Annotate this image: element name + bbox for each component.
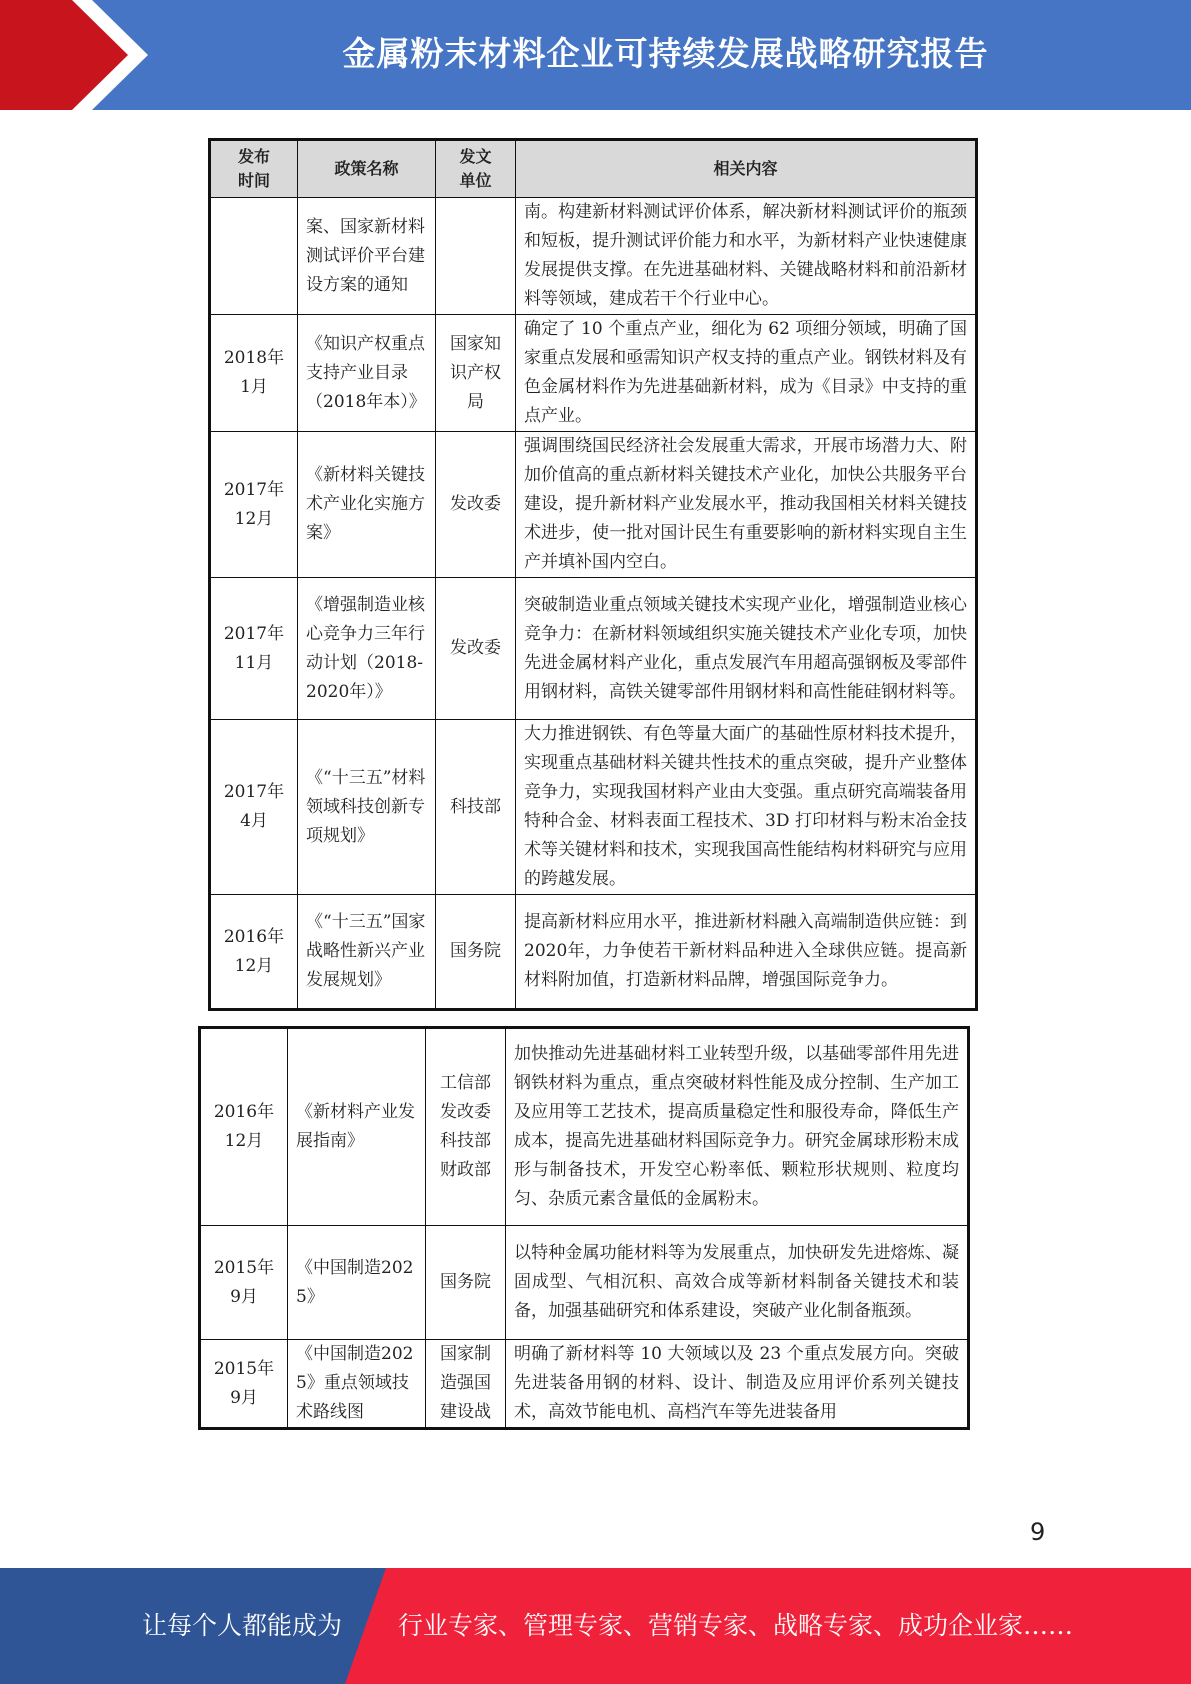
report-title: 金属粉末材料企业可持续发展战略研究报告 [342,34,989,73]
cell-content: 大力推进钢铁、有色等量大面广的基础性原材料技术提升，实现重点基础材料关键共性技术的重点突破，提升产业整体竞争力，实现我国材料产业由大变强。重点研究高端装备用特种合金、材料表面工程技术、3D 打印材料与粉末冶金技术等关键材料和技术，实现我国高性能结构材料研究与应用的跨越发展。 [516,720,977,895]
cell-date: 2016年12月 [210,895,298,1010]
cell-date: 2018年1月 [210,315,298,432]
cell-issuer: 国家制造强国建设战 [426,1340,506,1429]
cell-issuer: 国务院 [436,895,516,1010]
cell-content: 提高新材料应用水平，推进新材料融入高端制造供应链：到2020年，力争使若干新材料品种进入全球供应链。提高新材料附加值，打造新材料品牌，增强国际竞争力。 [516,895,977,1010]
table-row [200,1028,969,1226]
table-row [210,578,977,720]
cell-policy-name: 《知识产权重点支持产业目录（2018年本）》 [298,315,436,432]
cell-content: 明确了新材料等 10 大领域以及 23 个重点发展方向。突破先进装备用钢的材料、设计、制造及应用评价系列关键技术，高效节能电机、高档汽车等先进装备用 [506,1340,969,1429]
cell-content: 南。构建新材料测试评价体系，解决新材料测试评价的瓶颈和短板，提升测试评价能力和水平，为新材料产业快速健康发展提供支撑。在先进基础材料、关键战略材料和前沿新材料等领域，建成若干个行业中心。 [516,198,977,315]
table-row [210,720,977,895]
table-header-row [210,140,977,198]
table-row [210,432,977,578]
cell-issuer: 工信部发改委科技部财政部 [426,1028,506,1226]
header-date: 发布时间 [210,140,298,198]
cell-policy-name: 案、国家新材料测试评价平台建设方案的通知 [298,198,436,315]
cell-policy-name: 《新材料产业发展指南》 [288,1028,426,1226]
cell-policy-name: 《“十三五”国家战略性新兴产业发展规划》 [298,895,436,1010]
cell-date: 2015年9月 [200,1226,288,1340]
table-row [200,1340,969,1429]
table-row [210,198,977,315]
cell-policy-name: 《中国制造2025》重点领域技术路线图 [288,1340,426,1429]
cell-policy-name: 《“十三五”材料领域科技创新专项规划》 [298,720,436,895]
policy-table-part1 [208,138,978,1011]
cell-content: 强调围绕国民经济社会发展重大需求，开展市场潜力大、附加价值高的重点新材料关键技术产业化，加快公共服务平台建设，提升新材料产业发展水平，推动我国相关材料关键技术进步，使一批对国计民生有重要影响的新材料实现自主生产并填补国内空白。 [516,432,977,578]
cell-issuer: 发改委 [436,432,516,578]
page-header [0,0,1191,110]
cell-policy-name: 《中国制造2025》 [288,1226,426,1340]
cell-date: 2017年4月 [210,720,298,895]
policy-table-part2 [198,1026,970,1430]
cell-date: 2017年12月 [210,432,298,578]
cell-policy-name: 《增强制造业核心竞争力三年行动计划（2018-2020年）》 [298,578,436,720]
cell-date: 2017年11月 [210,578,298,720]
cell-content: 以特种金属功能材料等为发展重点，加快研发先进熔炼、凝固成型、气相沉积、高效合成等新材料制备关键技术和装备，加强基础研究和体系建设，突破产业化制备瓶颈。 [506,1226,969,1340]
footer-slogan-left: 让每个人都能成为 [142,1611,343,1640]
cell-issuer: 科技部 [436,720,516,895]
cell-content: 确定了 10 个重点产业，细化为 62 项细分领域，明确了国家重点发展和亟需知识产权支持的重点产业。钢铁材料及有色金属材料作为先进基础新材料，成为《目录》中支持的重点产业。 [516,315,977,432]
cell-issuer: 发改委 [436,578,516,720]
header-name: 政策名称 [298,140,436,198]
table-row [200,1226,969,1340]
page-footer [0,1568,1191,1684]
cell-issuer: 国务院 [426,1226,506,1340]
cell-policy-name: 《新材料关键技术产业化实施方案》 [298,432,436,578]
cell-issuer: 国家知识产权局 [436,315,516,432]
cell-date: 2015年9月 [200,1340,288,1429]
cell-issuer [436,198,516,315]
cell-content: 突破制造业重点领域关键技术实现产业化，增强制造业核心竞争力：在新材料领域组织实施关键技术产业化专项，加快先进金属材料产业化，重点发展汽车用超高强钢板及零部件用钢材料，高铁关键零部件用钢材料和高性能硅钢材料等。 [516,578,977,720]
header-unit: 发文单位 [436,140,516,198]
page-number: 9 [1030,1518,1046,1546]
header-content: 相关内容 [516,140,977,198]
table-row [210,315,977,432]
cell-content: 加快推动先进基础材料工业转型升级，以基础零部件用先进钢铁材料为重点，重点突破材料性能及成分控制、生产加工及应用等工艺技术，提高质量稳定性和服役寿命，降低生产成本，提高先进基础材料国际竞争力。研究金属球形粉末成形与制备技术，开发空心粉率低、颗粒形状规则、粒度均匀、杂质元素含量低的金属粉末。 [506,1028,969,1226]
cell-date: 2016年12月 [200,1028,288,1226]
table-row [210,895,977,1010]
footer-slogan-right: 行业专家、管理专家、营销专家、战略专家、成功企业家…… [398,1611,1074,1640]
cell-date [210,198,298,315]
